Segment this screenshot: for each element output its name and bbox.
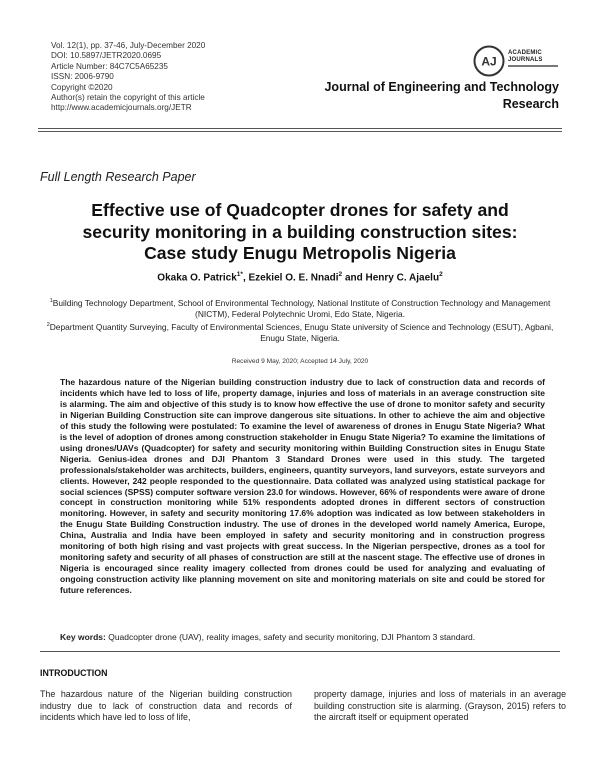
abstract: The hazardous nature of the Nigerian building construction industry due to lack of construction data and records of incidents which have led to loss of life, property damage, injuries and loss of materials in an average construction site is alarming. The aim and objective of this study is to know how effective the use of drone to monitor safety and security in Nigerian Building Construction site can improve dangerous site situations. In other to achieve the aim and objective of this study the following were postulated: To examine the level of awareness of drones in Enugu State Nigeria? What is the level of adoption of drones among construction stakeholder in Enugu State Nigeria? To examine the limitations of using drones/UAVs (Quadcopter) for safety and security monitoring within Building Construction sites in Enugu State Nigeria. Genius-idea drones and DJI Phantom 3 Standard Drones were used in this study. The targeted professionals/stakeholder was architects, builders, engineers, quantity surveyors, land surveyors, estate surveyors and clients. However, 242 people responded to the questionnaire. Data collated was analyzed using statistical package for social sciences (SPSS) computer software version 23.0 for windows. However, 66% of respondents were aware of drone concept in construction monitoring while 51% respondents adopted drones in different sectors of construction monitoring. However, in safety and security monitoring 17.6% adoption was indicated as low between stakeholders in the Enugu State Building Construction industry. The use of drones in the developed world namely America, Europe, China, Australia and India have been employed in safety and security monitoring and in construction progress monitoring of both high rising and vast projects with great success. In the Nigerian perspective, drones as a tool for monitoring safety and security of all phases of construction are still at the nascent stage. The effective use of drones in Nigeria is encouraged since reality imagery collected from drones could be used for analyzing and evaluating of ongoing construction activity like planning movement on site and monitoring materials on site and could be stored for future references.	[60, 377, 545, 596]
rights-line: Author(s) retain the copyright of this article	[51, 93, 205, 103]
logo-tagline-bar	[508, 65, 558, 67]
author-1: Okaka O. Patrick	[157, 272, 237, 284]
logo-line-2: JOURNALS	[508, 57, 543, 63]
keywords-divider	[40, 651, 560, 652]
issn-line: ISSN: 2006-9790	[51, 72, 114, 82]
title-line-2: security monitoring in a building construction sites:	[82, 221, 518, 242]
affiliation-2-text: Department Quantity Surveying, Faculty of Environmental Sciences, Enugu State university of Science and Technology (ESUT), Agbani, Enugu State, Nigeria.	[49, 321, 554, 343]
affiliation-2-mark: 2	[46, 322, 50, 328]
introduction-right-column: property damage, injuries and loss of materials in an average building construction site is alarming. (Grayson, 2015) refers to the aircraft itself or equipment operated	[314, 689, 566, 723]
logo-mark: AJ	[481, 54, 497, 69]
keywords-text: Quadcopter drone (UAV), reality images, safety and security monitoring, DJI Phantom 3 standard.	[108, 632, 476, 642]
title-line-3: Case study Enugu Metropolis Nigeria	[144, 243, 456, 264]
doi-line: DOI: 10.5897/JETR2020.0695	[51, 51, 162, 61]
author-list	[40, 271, 560, 283]
publisher-logo	[472, 44, 562, 80]
article-number-line: Article Number: 84C7C5A65235	[51, 61, 168, 71]
header-divider-top	[38, 128, 562, 129]
author-separator-1: ,	[242, 272, 249, 284]
author-3: Henry C. Ajaelu	[365, 272, 440, 284]
introduction-heading: INTRODUCTION	[40, 668, 108, 678]
logo-wordmark	[508, 50, 543, 64]
article-metadata	[51, 41, 205, 114]
author-3-affiliation-mark: 2	[439, 271, 443, 278]
affiliation-1-text: Building Technology Department, School of Environmental Technology, National Institute of Construction Technology and Management (NICTM), Federal Polytechnic Uromi, Edo State, Nigeria.	[52, 297, 551, 319]
logo-line-1: ACADEMIC	[508, 50, 542, 56]
paper-title	[40, 200, 560, 265]
affiliation-2	[40, 320, 560, 344]
author-2-affiliation-mark: 2	[338, 271, 343, 278]
affiliation-1-mark: 1	[49, 298, 53, 304]
introduction-left-column: The hazardous nature of the Nigerian building construction industry due to lack of construction data and records of incidents which have led to loss of life,	[40, 689, 292, 723]
volume-line: Vol. 12(1), pp. 37-46, July-December 2020	[51, 41, 206, 50]
journal-name	[299, 79, 559, 113]
header-divider-bottom	[38, 131, 562, 132]
journal-url-line[interactable]: http://www.academicjournals.org/JETR	[51, 103, 192, 113]
keywords-label: Key words:	[60, 632, 106, 642]
author-1-affiliation-mark: 1*	[236, 271, 243, 278]
copyright-line: Copyright ©2020	[51, 82, 113, 92]
journal-name-line-2: Research	[502, 97, 559, 111]
author-separator-2: and	[342, 272, 366, 284]
keywords	[60, 632, 550, 643]
journal-name-line-1: Journal of Engineering and Technology	[324, 80, 559, 94]
academic-journals-logo-icon	[472, 44, 506, 78]
received-accepted-dates: Received 9 May, 2020; Accepted 14 July, 2020	[231, 358, 369, 365]
author-2: Ezekiel O. E. Nnadi	[248, 272, 339, 284]
paper-type: Full Length Research Paper	[40, 170, 196, 184]
affiliation-1	[40, 296, 560, 320]
title-line-1: Effective use of Quadcopter drones for safety and	[91, 200, 509, 220]
